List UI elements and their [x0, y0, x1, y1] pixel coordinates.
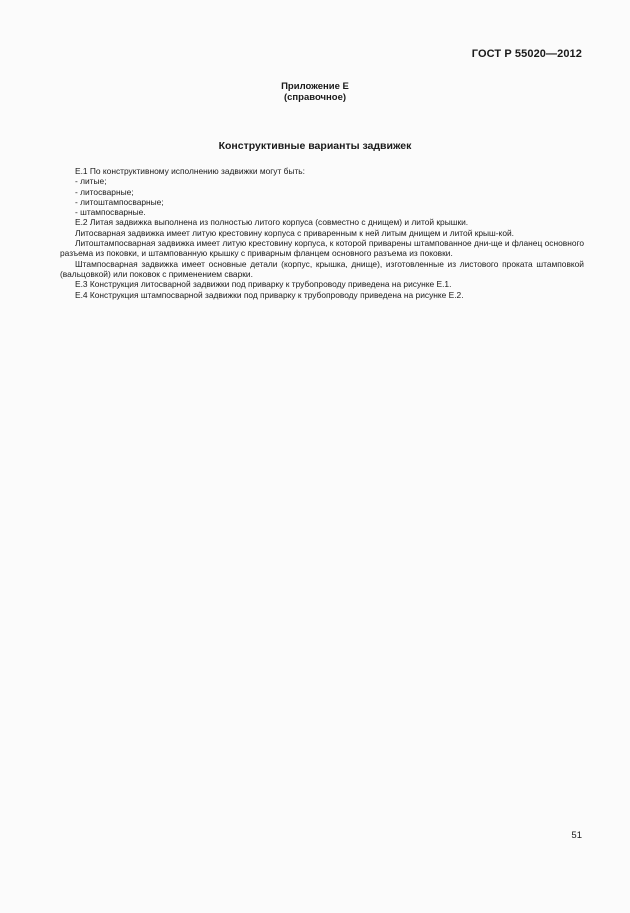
appendix-subtitle: (справочное) [283, 92, 347, 103]
paragraph-e2: Е.2 Литая задвижка выполнена из полностью литого корпуса (совместно с днищем) и литой крышки. [75, 217, 469, 228]
list-item-cast-stamp-welded: - литоштампосварные; [75, 196, 164, 207]
standard-number: ГОСТ Р 55020—2012 [471, 48, 582, 60]
paragraph-cast-welded: Литосварная задвижка имеет литую крестовину корпуса с приваренным к ней литым днищем и литой крыш-кой. [75, 227, 514, 238]
section-title: Конструктивные варианты задвижек [218, 140, 412, 152]
appendix-heading [0, 81, 630, 103]
appendix-title: Приложение Е [281, 81, 349, 92]
paragraph-stamp-welded: Штампосварная задвижка имеет основные детали (корпус, крышка, днище), изготовленные из листового проката штамповкой (вальцовкой) или поковок с применением сварки. [60, 258, 584, 279]
paragraph-e1: Е.1 По конструктивному исполнению задвижки могут быть: [75, 166, 305, 176]
paragraph-e3: Е.3 Конструкция литосварной задвижки под приварку к трубопроводу приведена на рисунке Е.1. [75, 279, 452, 290]
paragraph-e4: Е.4 Конструкция штампосварной задвижки под приварку к трубопроводу приведена на рисунке Е.2. [75, 289, 464, 300]
body-text [60, 166, 584, 300]
page-number: 51 [571, 830, 582, 841]
list-item-stamp-welded: - штампосварные. [75, 207, 146, 218]
paragraph-cast-stamp-welded: Литоштампосварная задвижка имеет литую крестовину корпуса, к которой приварены штампованное дни-ще и фланец основного разъема из поковки, и штампованную крышку с приварным фланцем основного разъема из поковки. [60, 238, 584, 259]
list-item-cast-welded: - литосварные; [75, 186, 134, 197]
list-item-cast: - литые; [75, 176, 107, 187]
